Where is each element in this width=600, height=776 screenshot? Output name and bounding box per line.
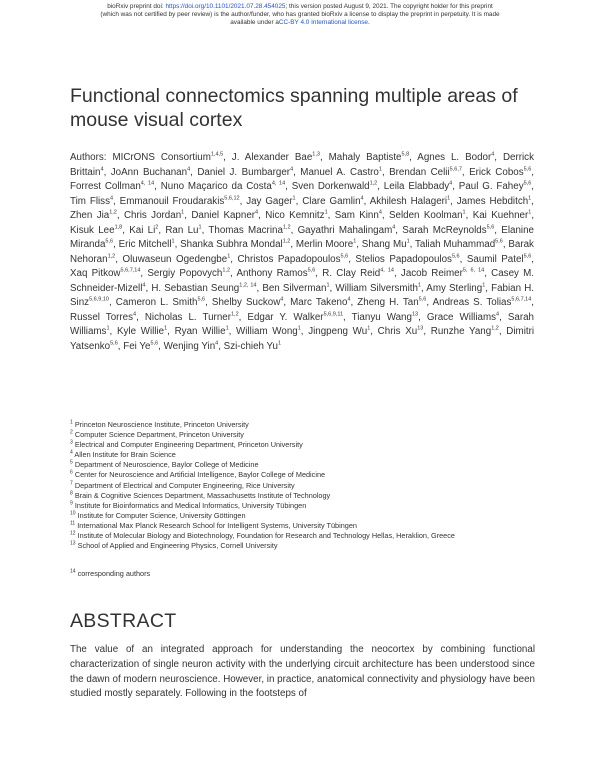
author-affiliation-marker: 5,6,7,14: [511, 296, 532, 303]
author-affiliation-marker: 1: [482, 282, 486, 289]
author-affiliation-marker: 1: [227, 253, 231, 260]
author-entry: [298, 225, 396, 236]
author-name: Sarah Williams: [70, 311, 534, 337]
affiliation-item: [70, 470, 540, 480]
author-entry: [335, 210, 382, 221]
author-entry: [431, 326, 499, 337]
author-name: Tianyu Wang: [351, 311, 412, 323]
affiliation-number: 2: [70, 429, 73, 436]
author-name: Chris Jordan: [123, 210, 182, 221]
author-entry: [161, 181, 285, 192]
author-affiliation-marker: 5,6,9,11: [323, 311, 344, 318]
affiliation-text: Institute of Molecular Biology and Biotechnology, Foundation for Research and Technology Hellas, Heraklion, Greece: [77, 531, 455, 541]
author-affiliation-marker: 5,6: [418, 296, 427, 303]
author-affiliation-marker: 1,2: [282, 238, 291, 245]
affiliation-list: [70, 420, 540, 551]
author-name: Kisuk Lee: [70, 224, 115, 236]
author-affiliation-marker: 1,2: [230, 311, 239, 318]
affiliation-text: Electrical and Computer Engineering Department, Princeton University: [74, 440, 303, 450]
author-entry: [401, 268, 484, 279]
author-entry: [164, 341, 219, 352]
author-entry: [292, 181, 378, 192]
author-affiliation-marker: 2: [155, 224, 159, 231]
author-entry: [352, 312, 418, 323]
author-name: Ryan Willie: [174, 326, 226, 337]
author-name: H. Sebastian Seung: [151, 282, 240, 294]
author-entry: [378, 326, 424, 337]
author-affiliation-marker: 1,4,5: [210, 151, 224, 158]
author-name: J. Alexander Bae: [231, 152, 313, 163]
affiliation-text: Institute for Bioinformatics and Medical Informatics, University Tübingen: [74, 500, 307, 510]
author-name: Shelby Suckow: [211, 297, 281, 308]
author-name: Sergiy Popovych: [147, 268, 223, 279]
author-name: Kai Kuehner: [472, 210, 529, 221]
affiliation-text: Department of Electrical and Computer Engineering, Rice University: [74, 480, 295, 490]
author-entry: [415, 239, 503, 250]
author-entry: [70, 312, 136, 323]
author-entry: [302, 196, 363, 207]
author-affiliation-marker: 1: [297, 325, 301, 332]
author-name: Sarah McReynolds: [402, 224, 487, 236]
author-affiliation-marker: 4: [392, 224, 396, 231]
author-affiliation-marker: 1: [417, 282, 421, 289]
author-affiliation-marker: 5,6: [105, 238, 114, 245]
author-name: Tim Fliss: [70, 195, 110, 207]
author-name: Selden Koolman: [389, 210, 463, 221]
author-entry: [129, 225, 158, 236]
author-affiliation-marker: 4: [496, 311, 500, 318]
author-entry: [262, 283, 329, 294]
author-name: Stelios Papadopoulos: [355, 253, 452, 265]
author-affiliation-marker: 1: [528, 195, 532, 202]
affiliation-item: [70, 460, 540, 470]
author-entry: [457, 196, 531, 207]
author-entry: [237, 254, 348, 265]
author-affiliation-marker: 1,8: [114, 224, 123, 231]
author-affiliation-marker: 1: [378, 166, 382, 173]
affiliation-item: [70, 531, 540, 541]
author-affiliation-marker: 5,6: [486, 224, 495, 231]
author-name: Cameron L. Smith: [115, 297, 198, 308]
author-affiliation-marker: 5,6: [197, 296, 206, 303]
author-name: Paul G. Fahey: [458, 181, 524, 192]
author-name: Derrick Brittain: [70, 152, 534, 178]
author-entry: [236, 326, 301, 337]
author-affiliation-marker: 4: [491, 151, 495, 158]
author-affiliation-marker: 1: [277, 340, 282, 347]
author-affiliation-marker: 5,6: [110, 340, 118, 347]
affiliation-text: Center for Neuroscience and Artificial Intelligence, Baylor College of Medicine: [74, 470, 326, 480]
author-affiliation-marker: 13: [411, 311, 419, 318]
author-entry: [70, 196, 113, 207]
affiliation-text: Princeton Neuroscience Institute, Princeton University: [74, 420, 249, 429]
author-name: Nuno Maçarico da Costa: [160, 181, 272, 192]
author-affiliation-marker: 1,2: [222, 267, 231, 274]
author-list: [70, 151, 534, 354]
author-entry: [329, 152, 410, 163]
author-affiliation-marker: 4, 14: [380, 267, 394, 274]
author-entry: [123, 341, 158, 352]
author-affiliation-marker: 4: [142, 282, 146, 289]
author-entry: [247, 312, 343, 323]
affiliation-item: [70, 440, 540, 450]
author-entry: [290, 297, 350, 308]
author-name: Oluwaseun Ogedengbe: [122, 253, 228, 265]
author-affiliation-marker: 5,6: [451, 253, 460, 260]
author-entry: [357, 297, 426, 308]
author-name: Forrest Collman: [70, 181, 141, 192]
author-affiliation-marker: 4: [255, 209, 259, 216]
author-entry: [70, 210, 117, 221]
affiliation-number: 7: [70, 480, 73, 487]
author-affiliation-marker: 1,2: [369, 180, 378, 187]
author-entry: [212, 297, 283, 308]
author-affiliation-marker: 1: [406, 238, 410, 245]
author-entry: [112, 152, 223, 163]
author-name: Clare Gamlin: [302, 195, 361, 207]
abstract-text: The value of an integrated approach for understanding the neocortex by combining functional characterization of single neuron activity with the underlying circuit architecture has been understood since the dawn of modern neuroscience. However, in practice, anatomical connectivity and physiology have been studied mostly separately. Following in the footsteps of: [70, 644, 535, 700]
author-affiliation-marker: 13: [417, 325, 424, 332]
author-entry: [355, 254, 459, 265]
author-affiliation-marker: 5,6: [523, 166, 532, 173]
author-entry: [427, 312, 499, 323]
author-name: Andreas S. Tolias: [432, 297, 512, 308]
author-name: Zhen Jia: [70, 210, 110, 221]
author-affiliation-marker: 1: [225, 325, 229, 332]
author-entry: [389, 167, 462, 178]
author-entry: [191, 210, 258, 221]
affiliation-text: International Max Planck Research School for Intelligent Systems, University Tübingen: [77, 520, 357, 530]
author-entry: [433, 297, 532, 308]
author-name: William Wong: [236, 326, 298, 337]
affiliation-number: 10: [70, 510, 76, 517]
author-name: Eric Mitchell: [118, 239, 172, 250]
author-affiliation-marker: 1: [106, 325, 110, 332]
author-name: Shang Mu: [361, 239, 407, 250]
author-entry: [322, 268, 394, 279]
author-name: Edgar Y. Walker: [247, 311, 324, 323]
author-affiliation-marker: 5,6,12: [224, 195, 240, 202]
affiliation-text: Institute for Computer Science, University Göttingen: [77, 510, 246, 520]
author-affiliation-marker: 1: [528, 209, 532, 216]
author-name: Runzhe Yang: [430, 326, 492, 337]
author-name: Russel Torres: [70, 311, 134, 323]
author-entry: [70, 268, 140, 279]
author-name: Fei Ye: [123, 340, 151, 352]
author-affiliation-marker: 1: [181, 209, 185, 216]
author-name: Anthony Ramos: [236, 268, 308, 279]
author-name: Fabian H. Sinz: [70, 282, 534, 308]
author-name: Xaq Pitkow: [70, 268, 121, 279]
author-name: Taliah Muhammad: [415, 239, 496, 250]
author-name: Kai Li: [129, 224, 156, 236]
author-affiliation-marker: 1,2: [282, 224, 291, 231]
author-affiliation-marker: 5, 6, 14: [462, 267, 485, 274]
author-name: Kyle Willie: [116, 326, 165, 337]
author-affiliation-marker: 1: [367, 325, 371, 332]
author-name: Jingpeng Wu: [308, 326, 368, 337]
author-name: Ran Lu: [165, 224, 199, 236]
author-name: Wenjing Yin: [163, 340, 216, 352]
author-affiliation-marker: 4: [378, 209, 382, 216]
author-name: William Silversmith: [335, 282, 418, 294]
author-name: Jay Gager: [246, 195, 293, 207]
author-entry: [296, 239, 356, 250]
author-name: Elanine Miranda: [70, 224, 534, 250]
author-name: Ben Silverman: [262, 282, 327, 294]
author-affiliation-marker: 5,6: [523, 253, 532, 260]
affiliation-number: 3: [70, 439, 73, 446]
affiliation-number: 4: [70, 449, 73, 456]
affiliation-text: Department of Neuroscience, Baylor College of Medicine: [74, 460, 259, 470]
author-affiliation-marker: 1,2, 14: [239, 282, 257, 289]
license-link[interactable]: CC-BY 4.0 International license: [278, 19, 368, 27]
affiliation-text: Computer Science Department, Princeton University: [74, 430, 244, 440]
author-entry: [362, 239, 410, 250]
author-affiliation-marker: 5,6,9,10: [89, 296, 109, 303]
author-affiliation-marker: 4, 14: [140, 180, 155, 187]
author-entry: [180, 239, 290, 250]
author-name: Daniel J. Bumbarger: [197, 166, 291, 178]
author-entry: [467, 254, 531, 265]
author-entry: [151, 283, 256, 294]
author-name: Szi-chieh Yu: [223, 340, 278, 352]
affiliation-item: [70, 541, 540, 551]
authors-label: Authors:: [70, 152, 107, 163]
author-name: JoAnn Buchanan: [110, 166, 188, 178]
author-affiliation-marker: 5,8: [401, 151, 410, 158]
author-affiliation-marker: 4: [449, 180, 453, 187]
affiliation-number: 13: [70, 540, 76, 547]
author-affiliation-marker: 4: [290, 166, 294, 173]
author-name: Akhilesh Halageri: [369, 195, 448, 207]
author-name: Thomas Macrina: [208, 224, 283, 236]
author-entry: [70, 225, 122, 236]
author-name: Shanka Subhra Mondal: [180, 239, 283, 250]
author-name: Erick Cobos: [469, 166, 524, 178]
affiliation-number: 5: [70, 459, 73, 466]
author-affiliation-marker: 1: [292, 195, 296, 202]
author-affiliation-marker: 5,6,7: [449, 166, 462, 173]
affiliation-item: [70, 481, 540, 491]
author-name: Nicholas L. Turner: [144, 311, 231, 323]
author-entry: [145, 312, 239, 323]
author-name: Merlin Moore: [295, 239, 354, 250]
author-name: MICrONS Consortium: [112, 152, 211, 163]
author-affiliation-marker: 5,6: [340, 253, 349, 260]
author-name: Barak Nehoran: [70, 239, 534, 265]
author-affiliation-marker: 4: [109, 195, 114, 202]
author-name: Agnes L. Bodor: [417, 152, 492, 163]
author-entry: [111, 167, 190, 178]
affiliation-item: [70, 501, 540, 511]
author-name: Leila Elabbady: [383, 181, 450, 192]
author-name: Dimitri Yatsenko: [70, 326, 535, 352]
author-affiliation-marker: 4: [360, 195, 364, 202]
author-affiliation-marker: 4, 14: [271, 180, 286, 187]
author-affiliation-marker: 1: [324, 209, 328, 216]
author-entry: [246, 196, 295, 207]
author-entry: [116, 297, 205, 308]
author-affiliation-marker: 5,6,7,14: [120, 267, 141, 274]
author-affiliation-marker: 1: [462, 209, 466, 216]
author-name: Amy Sterling: [426, 282, 483, 294]
author-affiliation-marker: 1: [326, 282, 330, 289]
author-entry: [265, 210, 327, 221]
author-entry: [236, 268, 315, 279]
author-affiliation-marker: 4: [100, 166, 104, 173]
affiliation-number: 12: [70, 530, 76, 537]
author-affiliation-marker: 4: [347, 296, 351, 303]
author-entry: [417, 152, 494, 163]
affiliation-text: School of Applied and Engineering Physics, Cornell University: [77, 541, 278, 551]
author-entry: [473, 210, 532, 221]
author-affiliation-marker: 1,2: [491, 325, 499, 332]
author-entry: [402, 225, 494, 236]
author-name: R. Clay Reid: [322, 268, 381, 279]
author-entry: [370, 196, 450, 207]
author-affiliation-marker: 1: [353, 238, 357, 245]
affiliation-item: [70, 491, 540, 501]
author-name: Zheng H. Tan: [357, 297, 419, 308]
author-name: Nico Kemnitz: [265, 210, 325, 221]
author-affiliation-marker: 4: [187, 166, 191, 173]
author-affiliation-marker: 1,3: [312, 151, 320, 158]
author-entry: [70, 181, 154, 192]
author-entry: [175, 326, 229, 337]
author-name: Manuel A. Castro: [300, 166, 379, 178]
author-name: Sam Kinn: [334, 210, 379, 221]
corresponding-note: $^{14}$ corresponding authors: [70, 568, 151, 578]
affiliation-item: [70, 420, 540, 430]
author-entry: [300, 167, 382, 178]
author-name: Christos Papadopoulos: [237, 253, 341, 265]
author-affiliation-marker: 1: [164, 325, 168, 332]
author-affiliation-marker: 1,2: [107, 253, 116, 260]
author-affiliation-marker: 1: [198, 224, 202, 231]
author-entry: [308, 326, 370, 337]
author-entry: [335, 283, 421, 294]
affiliation-number: 9: [70, 500, 73, 507]
author-name: Chris Xu: [377, 326, 418, 337]
author-name: James Hebditch: [456, 195, 529, 207]
author-affiliation-marker: 1,2: [109, 209, 117, 216]
author-entry: [119, 239, 175, 250]
author-entry: [426, 283, 485, 294]
paper-title: Functional connectomics spanning multiple areas of mouse visual cortex: [70, 85, 518, 131]
affiliation-number: 1: [70, 419, 73, 426]
author-affiliation-marker: 1: [447, 195, 451, 202]
author-entry: [120, 196, 240, 207]
author-affiliation-marker: 5,6: [523, 180, 532, 187]
author-entry: [224, 341, 281, 352]
author-affiliation-marker: 5,6: [150, 340, 159, 347]
author-entry: [208, 225, 290, 236]
preprint-header: bioRxiv preprint doi: https://doi.org/10.1101/2021.07.28.454025; this version posted August 9, 2021. The copyright holder for this preprint (which was not certified by peer review) is the author/funder, who has granted bioRxiv a license to display the preprint in perpetuity. It is made available under aCC-BY 4.0 International license.: [100, 3, 500, 27]
affiliation-number: 6: [70, 470, 73, 477]
author-affiliation-marker: 4: [133, 311, 137, 318]
author-name: Mahaly Baptiste: [328, 152, 402, 163]
author-name: Casey M. Schneider-Mizell: [70, 268, 535, 294]
author-name: Emmanouil Froudarakis: [119, 195, 225, 207]
author-entry: [124, 210, 184, 221]
author-name: Sven Dorkenwald: [291, 181, 370, 192]
author-affiliation-marker: 5,6: [307, 267, 316, 274]
affiliation-text: Allen Institute for Brain Science: [74, 450, 176, 460]
author-affiliation-marker: 4: [280, 296, 284, 303]
author-name: Marc Takeno: [290, 297, 348, 308]
author-name: Daniel Kapner: [191, 210, 256, 221]
doi-link[interactable]: https://doi.org/10.1101/2021.07.28.454025: [165, 3, 286, 10]
affiliation-number: 11: [70, 520, 76, 527]
author-affiliation-marker: 1: [171, 238, 175, 245]
author-name: Grace Williams: [426, 311, 497, 323]
author-entry: [197, 167, 293, 178]
author-entry: [117, 326, 167, 337]
affiliation-text: Brain & Cognitive Sciences Department, Massachusetts Institute of Technology: [74, 490, 331, 500]
author-affiliation-marker: 5,6: [495, 238, 503, 245]
author-entry: [469, 167, 531, 178]
author-entry: [232, 152, 320, 163]
author-name: Brendan Celii: [389, 166, 450, 178]
affiliation-number: 8: [70, 490, 73, 497]
affiliation-item: [70, 521, 540, 531]
author-entry: [147, 268, 230, 279]
author-entry: [165, 225, 201, 236]
affiliation-item: [70, 430, 540, 440]
affiliation-item: [70, 511, 540, 521]
author-affiliation-marker: 4: [215, 340, 219, 347]
author-entry: [122, 254, 230, 265]
abstract-heading: ABSTRACT: [70, 610, 177, 632]
affiliation-item: [70, 450, 540, 460]
author-name: Saumil Patel: [466, 253, 524, 265]
author-names: MICrONS Consortium$^{1,4,5}$, J. Alexander Bae$^{1,3}$, Mahaly Baptiste$^{5,8}$, Agnes L. Bodor$^4$, Derrick Brittain$^4$, JoAnn Buchanan$^4$, Daniel J. Bumbarger$^4$, Manuel A. Castro$^1$, Brendan Celii$^{5,6,7}$, Erick Cobos$^{5,6}$, Forrest Collman$^{4, 14}$, Nuno Maçarico da Costa$^{4, 14}$, Sven Dorkenwald$^{1,2}$, Leila Elabbady$^4$, Paul G. Fahey$^{5,6}$, Tim Fliss$^4$, Emmanouil Froudarakis$^{5,6,12}$, Jay Gager$^1$, Clare Gamlin$^4$, Akhilesh Halageri$^1$, James Hebditch$^1$, Zhen Jia$^{1,2}$, Chris Jordan$^1$, Daniel Kapner$^4$, Nico Kemnitz$^1$, Sam Kinn$^4$, Selden Koolman$^1$, Kai Kuehner$^1$, Kisuk Lee$^{1,8}$, Kai Li$^2$, Ran Lu$^1$, Thomas Macrina$^{1,2}$, Gayathri Mahalingam$^4$, Sarah McReynolds$^{5,6}$, Elanine Miranda$^{5,6}$, Eric Mitchell$^1$, Shanka Subhra Mondal$^{1,2}$, Merlin Moore$^1$, Shang Mu$^1$, Taliah Muhammad$^{5,6}$, Barak Nehoran$^{1,2}$, Oluwaseun Ogedengbe$^1$, Christos Papadopoulos$^{5,6}$, Stelios Papadopoulos$^{5,6}$, Saumil Patel$^{5,6}$, Xaq Pitkow$^{5,6,7,14}$, Sergiy Popovych$^{1,2}$, Anthony Ramos$^{5,6}$, R. Clay Reid$^{4, 14}$, Jacob Reimer$^{5, 6, 14}$, Casey M. Schneider-Mizell$^4$, H. Sebastian Seung$^{1,2, 14}$, Ben Silverman$^1$, William Silversmith$^1$, Amy Sterling$^1$, Fabian H. Sinz$^{5,6,9,10}$, Cameron L. Smith$^{5,6}$, Shelby Suckow$^4$, Marc Takeno$^4$, Zheng H. Tan$^{5,6}$, Andreas S. Tolias$^{5,6,7,14}$, Russel Torres$^4$, Nicholas L. Turner$^{1,2}$, Edgar Y. Walker$^{5,6,9,11}$, Tianyu Wang$^{13}$, Grace Williams$^4$, Sarah Williams$^1$, Kyle Willie$^1$, Ryan Willie$^1$, William Wong$^1$, Jingpeng Wu$^1$, Chris Xu$^{13}$, Runzhe Yang$^{1,2}$, Dimitri Yatsenko$^{5,6}$, Fei Ye$^{5,6}$, Wenjing Yin$^4$, Szi-chieh Yu$^1$: [70, 151, 535, 352]
author-name: Gayathri Mahalingam: [297, 224, 393, 236]
author-entry: [384, 181, 452, 192]
author-entry: [389, 210, 466, 221]
author-name: Jacob Reimer: [400, 268, 463, 279]
author-entry: [459, 181, 531, 192]
